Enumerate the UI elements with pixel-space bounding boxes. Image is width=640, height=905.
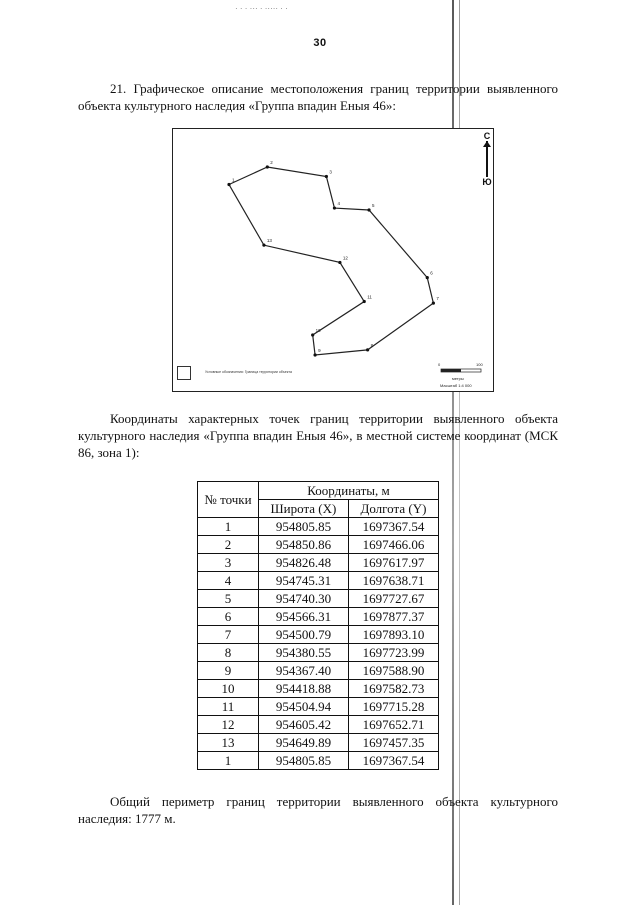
scale-text: Масштаб 1:4 000 <box>440 383 472 388</box>
boundary-point-label: 2 <box>270 160 273 165</box>
cell-longitude-y: 1697617.97 <box>348 554 438 572</box>
section-title-paragraph <box>78 80 558 114</box>
scale-unit: метры <box>452 376 464 381</box>
boundary-point-label: 10 <box>315 327 321 333</box>
boundary-map <box>172 128 494 392</box>
cell-latitude-x: 954826.48 <box>259 554 349 572</box>
boundary-point-label: 1 <box>232 177 235 183</box>
cell-latitude-x: 954500.79 <box>259 626 349 644</box>
boundary-point-label: 12 <box>342 255 348 261</box>
boundary-polygon <box>229 167 433 355</box>
cell-point-number: 5 <box>198 590 259 608</box>
cell-longitude-y: 1697367.54 <box>348 752 438 770</box>
cell-latitude-x: 954380.55 <box>259 644 349 662</box>
boundary-map-canvas <box>173 129 493 391</box>
cell-latitude-x: 954367.40 <box>259 662 349 680</box>
boundary-point <box>266 165 269 168</box>
boundary-point <box>313 353 316 356</box>
cell-latitude-x: 954649.89 <box>259 734 349 752</box>
boundary-point <box>311 333 314 336</box>
table-row <box>198 590 439 608</box>
header-point-number: № точки <box>198 482 259 518</box>
cell-point-number: 10 <box>198 680 259 698</box>
cell-point-number: 11 <box>198 698 259 716</box>
cell-latitude-x: 954418.88 <box>259 680 349 698</box>
boundary-point <box>366 348 369 351</box>
cell-latitude-x: 954605.42 <box>259 716 349 734</box>
perimeter-text: Общий периметр границ территории выявленного объекта культурного наследия: 1777 м. <box>78 794 558 826</box>
cell-point-number: 8 <box>198 644 259 662</box>
scale-max: 100 <box>476 362 483 367</box>
boundary-point-label: 9 <box>318 348 321 353</box>
table-row <box>198 518 439 536</box>
cell-longitude-y: 1697723.99 <box>348 644 438 662</box>
cell-latitude-x: 954740.30 <box>259 590 349 608</box>
coordinates-intro-paragraph <box>78 410 558 461</box>
cell-latitude-x: 954566.31 <box>259 608 349 626</box>
header-latitude-x: Широта (X) <box>259 500 349 518</box>
boundary-point-label: 5 <box>372 202 375 208</box>
boundary-point-label: 8 <box>370 342 374 348</box>
cell-point-number: 2 <box>198 536 259 554</box>
cell-longitude-y: 1697457.35 <box>348 734 438 752</box>
boundary-point <box>325 175 328 178</box>
cell-point-number: 12 <box>198 716 259 734</box>
table-row <box>198 608 439 626</box>
header-longitude-y: Долгота (Y) <box>348 500 438 518</box>
table-row <box>198 554 439 572</box>
boundary-point <box>338 261 341 264</box>
boundary-point-label: 13 <box>266 238 272 244</box>
boundary-point <box>227 183 230 186</box>
cell-longitude-y: 1697582.73 <box>348 680 438 698</box>
table-row <box>198 572 439 590</box>
table-row <box>198 752 439 770</box>
map-legend-caption: Условные обозначения: Граница территории объекта <box>205 370 292 374</box>
boundary-point <box>333 206 336 209</box>
north-label: С <box>483 131 491 141</box>
cell-point-number: 9 <box>198 662 259 680</box>
boundary-point-label: 6 <box>430 270 433 276</box>
boundary-point <box>262 244 265 247</box>
cell-point-number: 7 <box>198 626 259 644</box>
cell-point-number: 1 <box>198 752 259 770</box>
table-row <box>198 680 439 698</box>
south-label: Ю <box>482 177 492 187</box>
cell-longitude-y: 1697893.10 <box>348 626 438 644</box>
cell-point-number: 1 <box>198 518 259 536</box>
cell-latitude-x: 954805.85 <box>259 518 349 536</box>
table-row <box>198 536 439 554</box>
cell-latitude-x: 954745.31 <box>259 572 349 590</box>
cell-longitude-y: 1697877.37 <box>348 608 438 626</box>
scale-bar-segment <box>441 369 461 372</box>
north-arrow-icon <box>481 141 493 177</box>
perimeter-paragraph <box>78 793 558 827</box>
table-row <box>198 698 439 716</box>
table-row <box>198 644 439 662</box>
cell-point-number: 4 <box>198 572 259 590</box>
north-arrow <box>481 131 493 187</box>
cell-latitude-x: 954504.94 <box>259 698 349 716</box>
scan-header-marks: · · · ··· · ····· · · <box>235 4 288 13</box>
boundary-point-label: 7 <box>436 296 439 302</box>
boundary-point <box>432 302 435 305</box>
cell-longitude-y: 1697638.71 <box>348 572 438 590</box>
cell-longitude-y: 1697715.28 <box>348 698 438 716</box>
legend-symbol-icon <box>177 366 191 380</box>
cell-point-number: 6 <box>198 608 259 626</box>
cell-longitude-y: 1697652.71 <box>348 716 438 734</box>
boundary-point <box>363 300 366 303</box>
table-row <box>198 716 439 734</box>
header-coordinates: Координаты, м <box>259 482 439 500</box>
boundary-point-label: 4 <box>337 201 340 207</box>
section-title-text: 21. Графическое описание местоположения границ территории выявленного объекта культурного наследия «Группа впадин Еныя 46»: <box>78 81 558 113</box>
cell-longitude-y: 1697588.90 <box>348 662 438 680</box>
boundary-point <box>426 276 429 279</box>
boundary-point-label: 11 <box>367 294 372 300</box>
coordinates-table-body <box>198 518 439 770</box>
cell-point-number: 3 <box>198 554 259 572</box>
coordinates-intro-text: Координаты характерных точек границ территории выявленного объекта культурного наследия «Группа впадин Еныя 46», в местной системе координат (МСК 86, зона 1): <box>78 411 558 460</box>
cell-longitude-y: 1697727.67 <box>348 590 438 608</box>
table-row <box>198 662 439 680</box>
cell-latitude-x: 954805.85 <box>259 752 349 770</box>
table-row <box>198 626 439 644</box>
page-number: 30 <box>313 37 327 49</box>
boundary-point <box>367 208 370 211</box>
cell-latitude-x: 954850.86 <box>259 536 349 554</box>
cell-point-number: 13 <box>198 734 259 752</box>
table-row <box>198 734 439 752</box>
scale-zero: 0 <box>438 362 441 367</box>
boundary-point-label: 3 <box>329 169 332 175</box>
cell-longitude-y: 1697367.54 <box>348 518 438 536</box>
cell-longitude-y: 1697466.06 <box>348 536 438 554</box>
coordinates-table <box>197 481 439 770</box>
